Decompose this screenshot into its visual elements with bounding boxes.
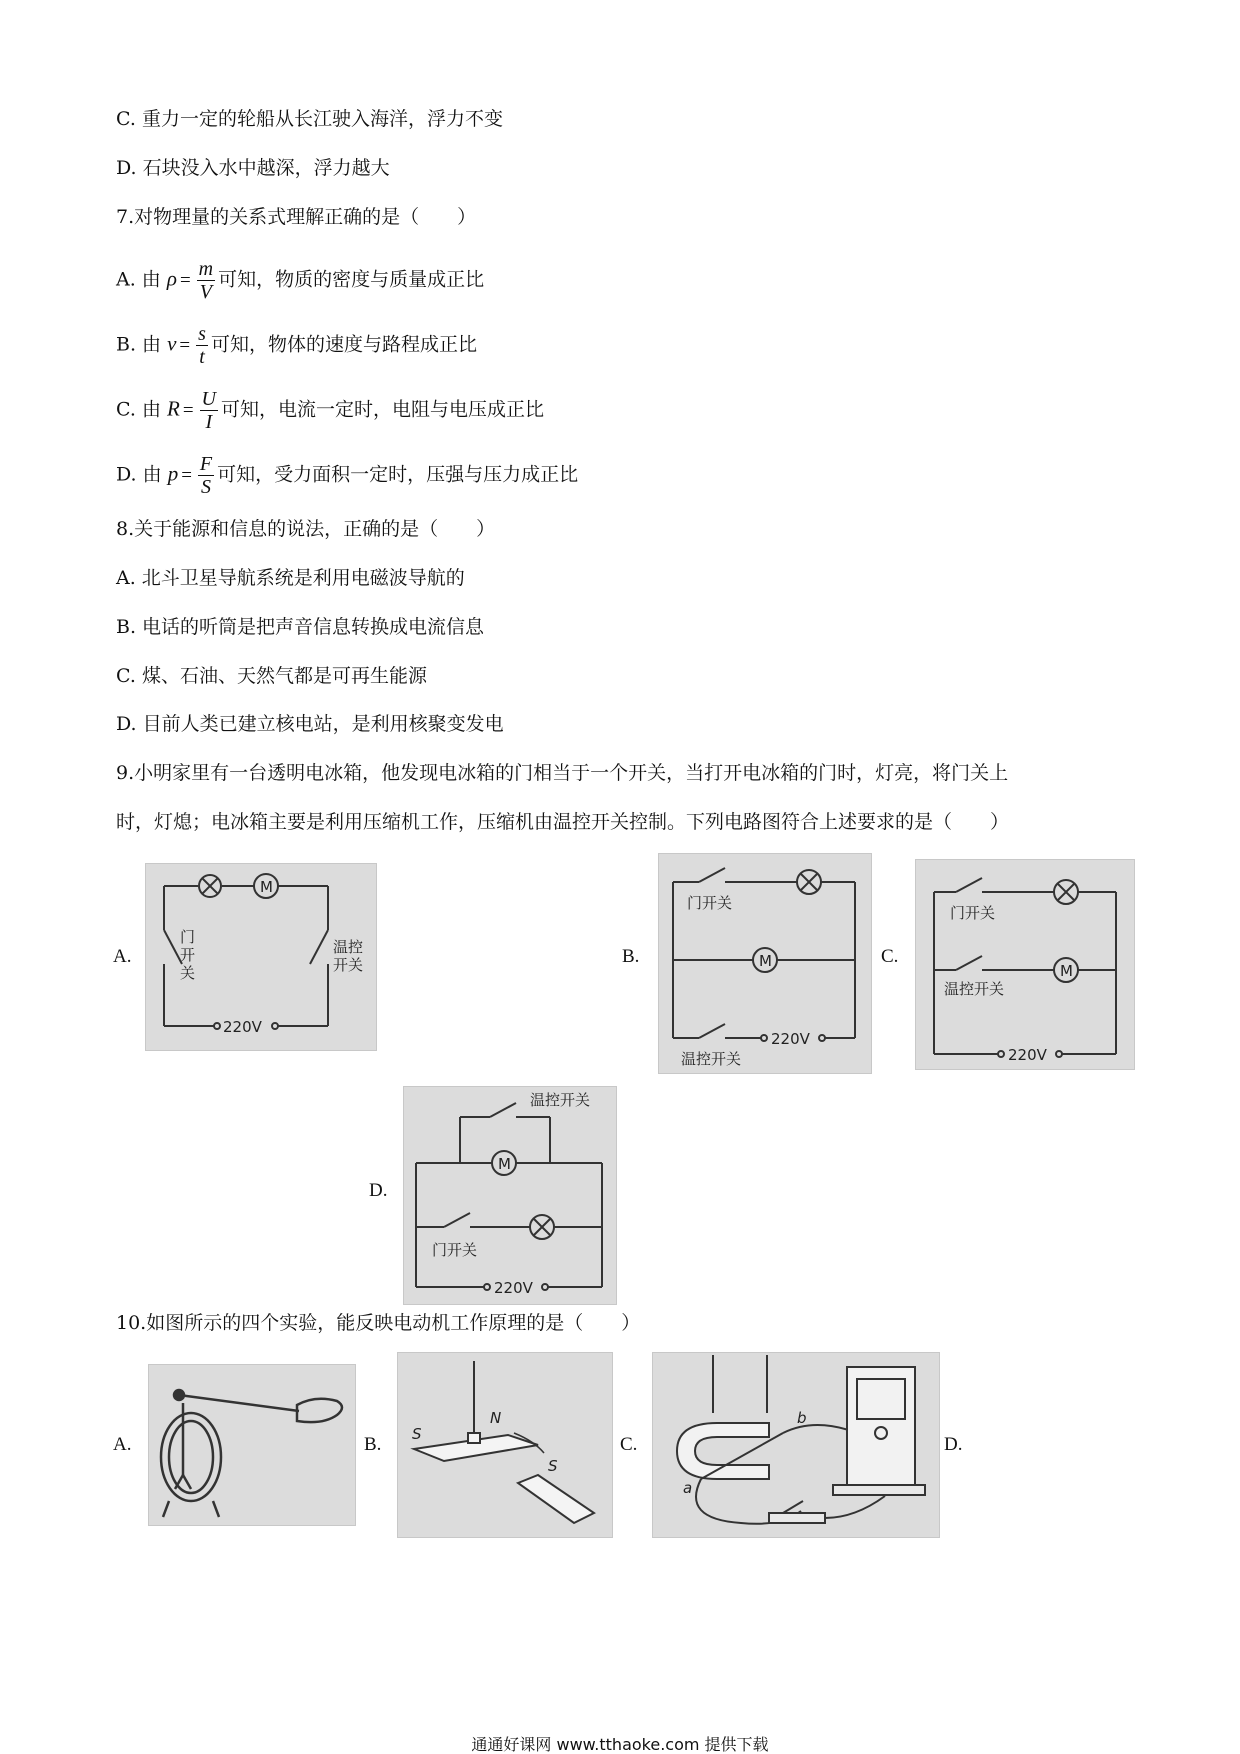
q9-label-a: A.: [113, 946, 132, 967]
q9-label-b: B.: [622, 946, 640, 967]
q8-option-a: A. 北斗卫星导航系统是利用电磁波导航的: [116, 567, 465, 589]
voltage-label: 220V: [1008, 1046, 1047, 1064]
motor-label: M: [759, 952, 772, 970]
q10-label-a: A.: [113, 1434, 132, 1455]
q8-option-b: B. 电话的听筒是把声音信息转换成电流信息: [116, 616, 485, 638]
q10-label-d: D.: [944, 1434, 963, 1455]
q7-stem: 7.对物理量的关系式理解正确的是（ ）: [116, 206, 477, 228]
thermo-switch-line2: 开关: [333, 956, 364, 974]
wire-b-label: b: [797, 1409, 807, 1427]
wire-a-label: a: [683, 1479, 693, 1497]
q7-option-d: D. 由 p = $\frac{F}{S}$ 可知，受力面积一定时，压强与压力成正比: [116, 453, 579, 498]
magnet-n-label: N: [490, 1409, 502, 1427]
q10-figure-c: [652, 1352, 940, 1538]
q9-label-c: C.: [881, 946, 899, 967]
q10-label-b: B.: [364, 1434, 382, 1455]
q7-b-suffix: 可知，物体的速度与路程成正比: [210, 333, 477, 356]
voltage-label: 220V: [223, 1018, 262, 1036]
q7-option-a: A. 由 ρ = $\frac{m}{V}$ 可知，物质的密度与质量成正比: [116, 258, 485, 303]
voltage-label: 220V: [771, 1030, 810, 1048]
q9-circuit-a: [145, 863, 377, 1051]
q7-d-prefix: D. 由: [116, 463, 162, 486]
voltage-label: 220V: [494, 1279, 533, 1297]
door-switch-char-2: 开: [180, 946, 196, 964]
q7-a-suffix: 可知，物质的密度与质量成正比: [218, 268, 485, 291]
thermo-switch-label: 温控开关: [944, 980, 1005, 998]
q7-c-prefix: C. 由: [116, 398, 161, 421]
q9-circuit-c: [915, 859, 1135, 1070]
q7-a-prefix: A. 由: [116, 268, 161, 291]
motor-label: M: [498, 1155, 511, 1173]
q6-option-d: D. 石块没入水中越深，浮力越大: [116, 157, 390, 179]
q8-stem: 8.关于能源和信息的说法，正确的是（ ）: [116, 518, 496, 540]
door-switch-label: 门开关: [432, 1241, 478, 1259]
q8-option-d: D. 目前人类已建立核电站，是利用核聚变发电: [116, 713, 504, 735]
q7-d-suffix: 可知，受力面积一定时，压强与压力成正比: [217, 463, 579, 486]
door-switch-char-1: 门: [180, 928, 196, 946]
door-switch-label: 门开关: [687, 894, 733, 912]
q10-stem: 10.如图所示的四个实验，能反映电动机工作原理的是（ ）: [116, 1312, 641, 1334]
q7-b-lhs: v: [167, 331, 177, 356]
q9-label-d: D.: [369, 1180, 388, 1201]
q7-d-lhs: p: [167, 461, 179, 486]
motor-label: M: [1060, 962, 1073, 980]
door-switch-char-3: 关: [180, 964, 196, 982]
q9-circuit-d: [403, 1086, 617, 1305]
q7-option-c: C. 由 R = $\frac{U}{I}$ 可知，电流一定时，电阻与电压成正比: [116, 388, 545, 433]
q7-c-fraction: $\frac{U}{I}$: [201, 388, 216, 433]
q10-label-c: C.: [620, 1434, 638, 1455]
q7-d-fraction: $\frac{F}{S}$: [199, 453, 213, 498]
q7-a-lhs: ρ: [166, 266, 177, 291]
q6-option-c: C. 重力一定的轮船从长江驶入海洋，浮力不变: [116, 108, 503, 130]
q7-b-prefix: B. 由: [116, 333, 162, 356]
q9-circuit-b: [658, 853, 872, 1074]
magnet-s1-label: S: [412, 1425, 422, 1443]
q8-option-c: C. 煤、石油、天然气都是可再生能源: [116, 665, 427, 687]
thermo-switch-label: 温控开关: [681, 1050, 742, 1068]
q7-a-fraction: $\frac{m}{V}$: [198, 258, 214, 303]
q9-stem-line1: 9.小明家里有一台透明电冰箱，他发现电冰箱的门相当于一个开关，当打开电冰箱的门时，灯亮，将门关上: [116, 762, 1009, 784]
footer: 通通好课网 www.tthaoke.com 提供下载: [471, 1735, 769, 1754]
thermo-switch-line1: 温控: [333, 938, 364, 956]
q10-figure-b: [397, 1352, 613, 1538]
q9-stem-line2: 时，灯熄；电冰箱主要是利用压缩机工作，压缩机由温控开关控制。下列电路图符合上述要求的是（ ）: [116, 811, 1010, 833]
q10-figure-a: [148, 1364, 356, 1526]
q7-c-suffix: 可知，电流一定时，电阻与电压成正比: [221, 398, 545, 421]
q7-b-fraction: $\frac{s}{t}$: [198, 323, 206, 368]
magnet-s2-label: S: [548, 1457, 558, 1475]
q7-option-b: B. 由 v = $\frac{s}{t}$ 可知，物体的速度与路程成正比: [116, 323, 477, 368]
door-switch-label: 门开关: [950, 904, 996, 922]
q7-c-lhs: R: [167, 396, 180, 421]
thermo-switch-label: 温控开关: [530, 1091, 591, 1109]
motor-label: M: [260, 878, 273, 896]
